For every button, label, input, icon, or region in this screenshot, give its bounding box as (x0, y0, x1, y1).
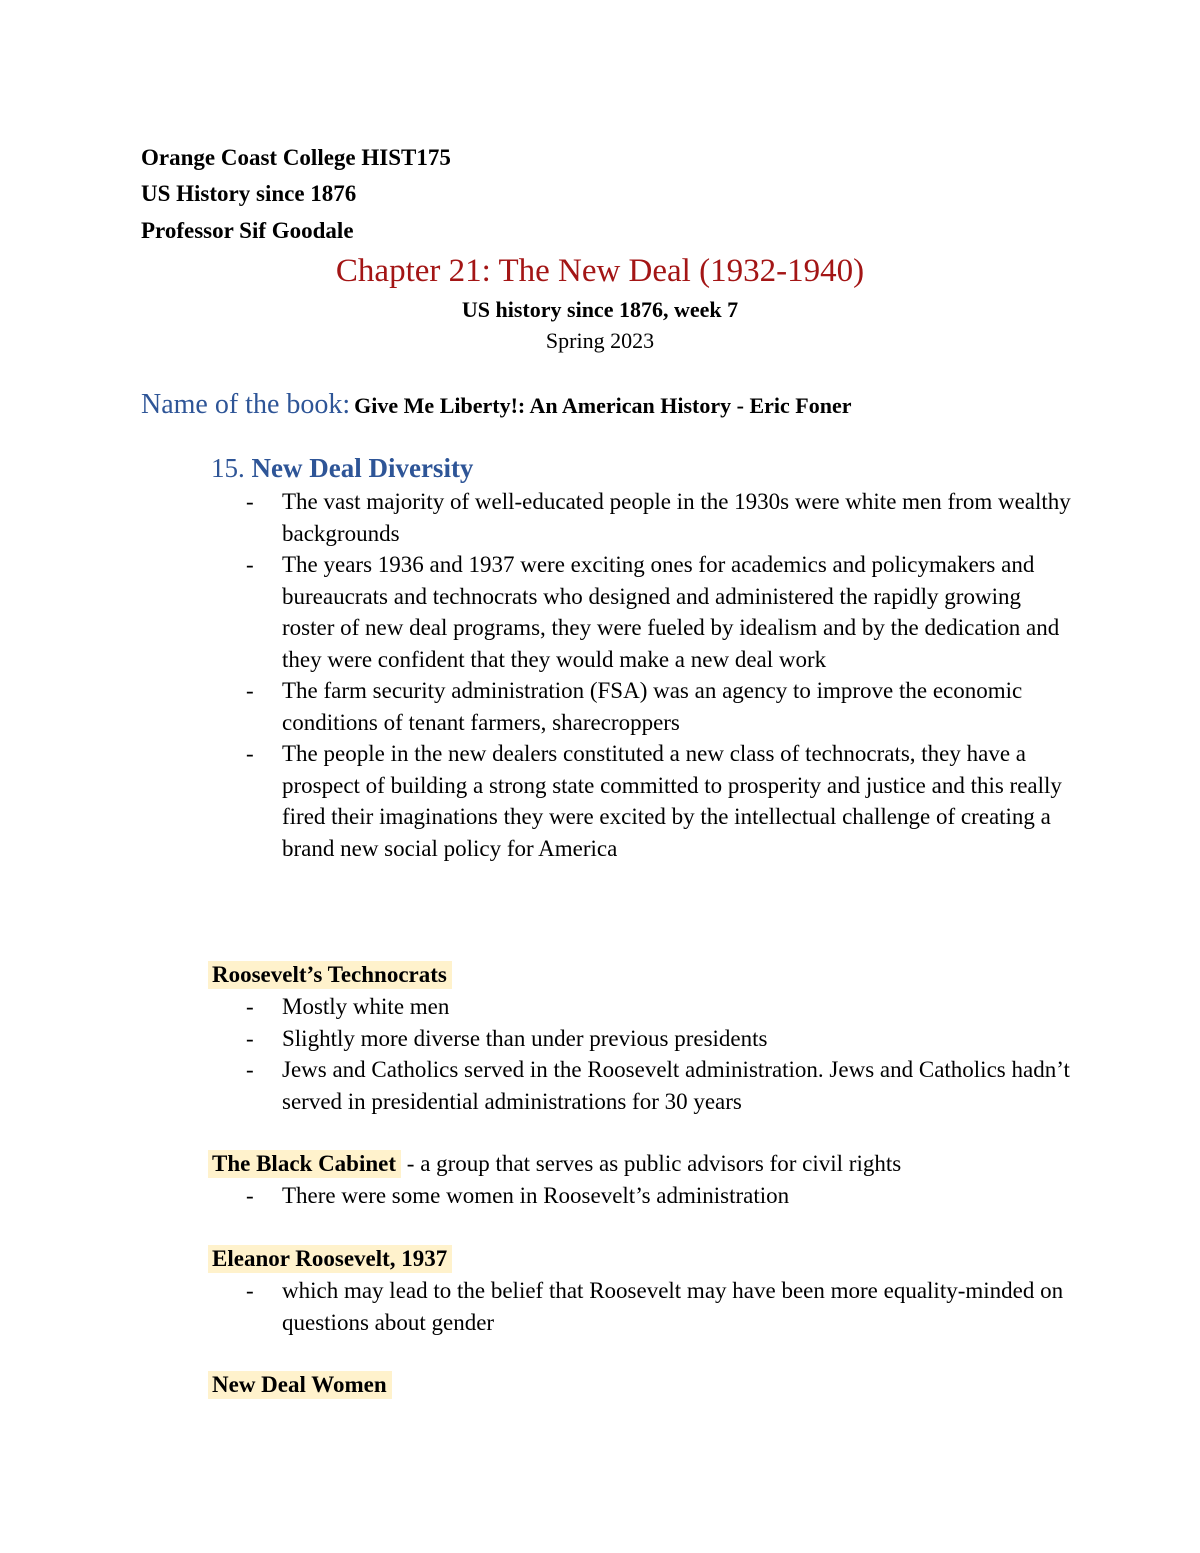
dash-bullet: - (246, 1025, 254, 1051)
professor-name: Professor Sif Goodale (141, 218, 354, 243)
black-cabinet-heading (208, 1148, 901, 1180)
highlighted-heading: New Deal Women (208, 1371, 392, 1399)
women-heading (208, 1369, 392, 1401)
list-item: - The farm security administration (FSA) was an agency to improve the economic conditions of tenant farmers, sharecroppers (0, 675, 1072, 738)
dash-bullet: - (246, 678, 254, 703)
course-title: US History since 1876 (141, 181, 357, 206)
section-bullet-list (0, 486, 1072, 864)
list-item: - Mostly white men (0, 991, 1072, 1023)
section-number: 15. (211, 453, 245, 483)
highlighted-heading: Eleanor Roosevelt, 1937 (208, 1245, 452, 1273)
highlighted-heading: The Black Cabinet (208, 1150, 401, 1178)
technocrats-heading (208, 959, 452, 991)
chapter-title: Chapter 21: The New Deal (1932-1940) (335, 253, 865, 289)
list-item: - The years 1936 and 1937 were exciting ones for academics and policymakers and bureaucrats and technocrats who designed and administered the rapidly growing roster of new deal programs, they were fueled by idealism and by the dedication and they were confident that they would make a new deal work (0, 549, 1072, 675)
book-title: Give Me Liberty!: An American History - Eric Foner (354, 393, 852, 418)
book-line (141, 386, 852, 428)
list-item: - There were some women in Roosevelt’s administration (0, 1180, 1072, 1212)
dash-bullet: - (246, 994, 254, 1019)
technocrats-bullet-list (0, 991, 1072, 1117)
highlighted-heading: Roosevelt’s Technocrats (208, 961, 452, 989)
eleanor-bullet-list (0, 1275, 1072, 1338)
list-item: - Jews and Catholics served in the Roosevelt administration. Jews and Catholics hadn’t served in presidential administrations for 30 years (0, 1054, 1072, 1117)
dash-bullet: - (246, 741, 254, 766)
black-cabinet-description: - a group that serves as public advisors for civil rights (401, 1151, 902, 1176)
list-item: - Slightly more diverse than under previous presidents (0, 1023, 1072, 1055)
course-name: Orange Coast College HIST175 (141, 145, 451, 170)
dash-bullet: - (246, 489, 254, 514)
eleanor-heading (208, 1243, 452, 1275)
black-cabinet-bullet-list (0, 1180, 1072, 1212)
list-item: - which may lead to the belief that Roosevelt may have been more equality-minded on questions about gender (0, 1275, 1072, 1338)
dash-bullet: - (246, 552, 254, 577)
list-item: - The people in the new dealers constituted a new class of technocrats, they have a prospect of building a strong state committed to prosperity and justice and this really fired their imaginations they were excited by the intellectual challenge of creating a brand new social policy for America (0, 738, 1072, 864)
section-title: New Deal Diversity (251, 453, 474, 483)
book-label: Name of the book: (141, 389, 351, 420)
list-item: - The vast majority of well-educated people in the 1930s were white men from wealthy backgrounds (0, 486, 1072, 549)
dash-bullet: - (246, 1278, 254, 1303)
section-heading (211, 450, 473, 486)
term-label: Spring 2023 (545, 328, 655, 353)
chapter-subtitle: US history since 1876, week 7 (461, 297, 739, 322)
dash-bullet: - (246, 1183, 254, 1208)
dash-bullet: - (246, 1057, 254, 1082)
